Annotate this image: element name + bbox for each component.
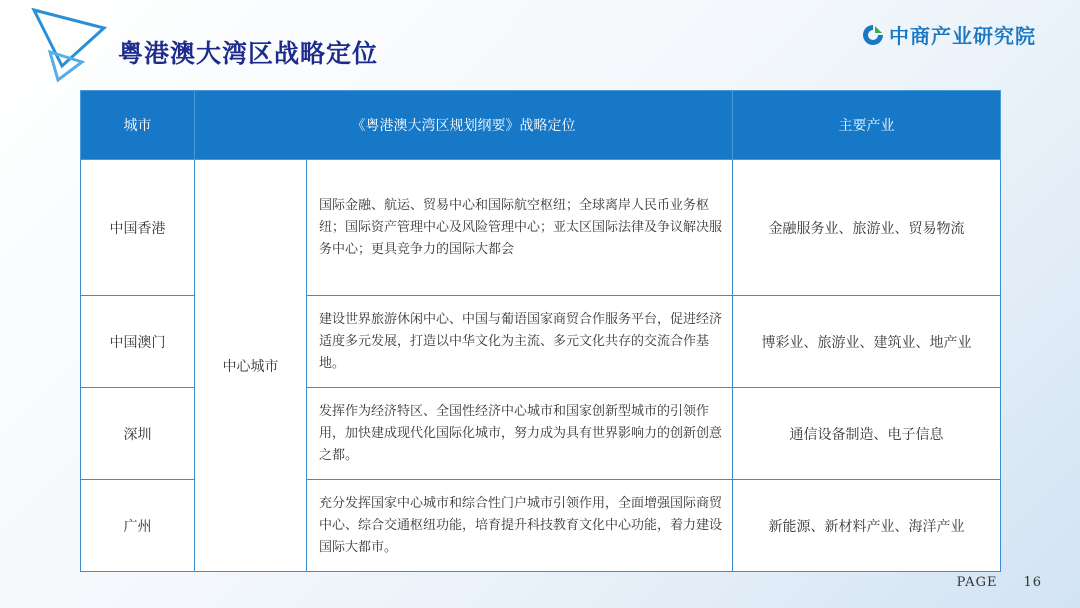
industries-cell: 通信设备制造、电子信息 [733, 388, 1001, 480]
positioning-cell: 发挥作为经济特区、全国性经济中心城市和国家创新型城市的引领作用，加快建成现代化国际化城市，努力成为具有世界影响力的创新创意之都。 [307, 388, 733, 480]
page-footer [957, 575, 1042, 590]
table-row [81, 160, 1001, 296]
header-industries: 主要产业 [733, 91, 1001, 160]
page-label: PAGE [956, 575, 998, 590]
positioning-cell: 充分发挥国家中心城市和综合性门户城市引领作用，全面增强国际商贸中心、综合交通枢纽功能，培育提升科技教育文化中心功能，着力建设国际大都市。 [307, 480, 733, 572]
industries-cell: 新能源、新材料产业、海洋产业 [733, 480, 1001, 572]
city-cell: 中国香港 [81, 160, 195, 296]
company-logo [861, 20, 1036, 49]
city-cell: 深圳 [81, 388, 195, 480]
group-label-cell: 中心城市 [195, 160, 307, 572]
city-cell: 广州 [81, 480, 195, 572]
slide-title: 粤港澳大湾区战略定位 [118, 39, 379, 68]
logo-text: 中商产业研究院 [889, 24, 1036, 48]
corner-triangle-decoration [0, 0, 120, 90]
logo-icon [861, 23, 885, 47]
table-header-row [81, 91, 1001, 160]
industries-cell: 博彩业、旅游业、建筑业、地产业 [733, 296, 1001, 388]
industries-cell: 金融服务业、旅游业、贸易物流 [733, 160, 1001, 296]
positioning-cell: 建设世界旅游休闲中心、中国与葡语国家商贸合作服务平台，促进经济适度多元发展，打造以中华文化为主流、多元文化共存的交流合作基地。 [307, 296, 733, 388]
city-cell: 中国澳门 [81, 296, 195, 388]
page-number: 16 [1023, 575, 1042, 590]
header-city: 城市 [81, 91, 195, 160]
positioning-cell: 国际金融、航运、贸易中心和国际航空枢纽；全球离岸人民币业务枢纽；国际资产管理中心及风险管理中心；亚太区国际法律及争议解决服务中心；更具竞争力的国际大都会 [307, 160, 733, 296]
strategy-table [80, 90, 1001, 572]
header-positioning: 《粤港澳大湾区规划纲要》战略定位 [195, 91, 733, 160]
